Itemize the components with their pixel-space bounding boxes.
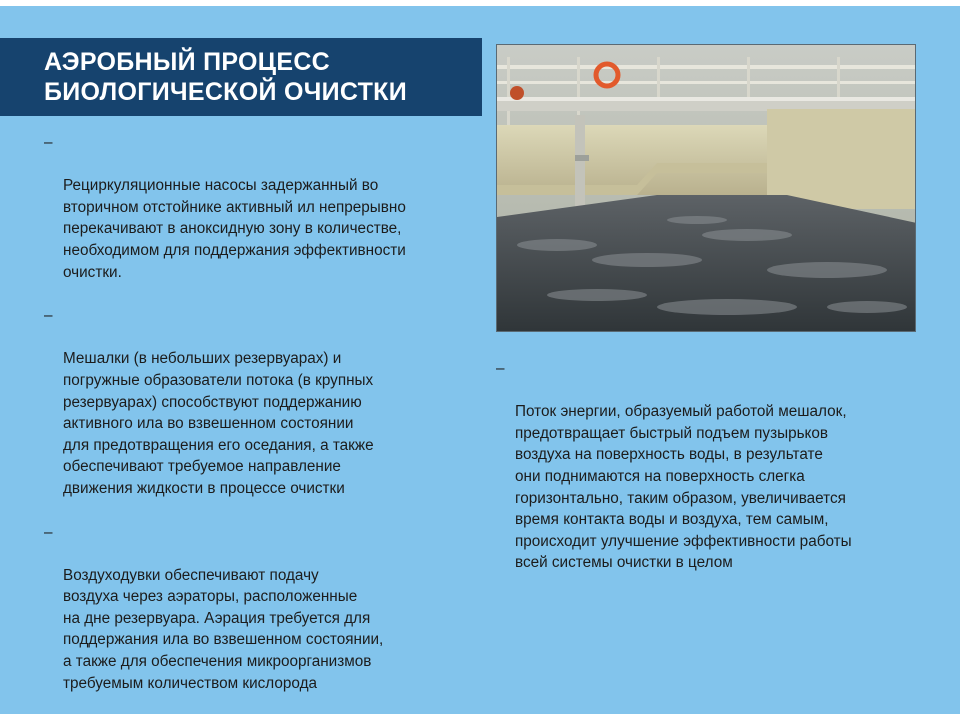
- bullet-mixers: [44, 305, 464, 499]
- slide-title: АЭРОБНЫЙ ПРОЦЕСС БИОЛОГИЧЕСКОЙ ОЧИСТКИ: [44, 48, 408, 106]
- bullet-marker: –: [44, 523, 53, 541]
- bullet-marker: –: [44, 134, 53, 151]
- right-text-column: [496, 358, 916, 596]
- bullet-blowers: [44, 522, 464, 695]
- slide: [0, 6, 960, 714]
- aeration-tank-photo: [496, 44, 916, 332]
- left-text-column: [44, 132, 464, 716]
- bullet-marker: –: [44, 307, 53, 325]
- bullet-text: Поток энергии, образуемый работой мешалок, предотвращает быстрый подъем пузырьков воздуха на поверхность воды, в результате они поднимаются на поверхность слегка горизонтально, таким образом, увеличивается время контакта воды и воздуха, тем самым, происходит улучшение эффективности работы всей системы очистки в целом: [515, 403, 852, 572]
- bullet-marker: –: [496, 360, 505, 377]
- bullet-text: Мешалки (в небольших резервуарах) и погружные образователи потока (в крупных резервуарах) способствуют поддержанию активного ила во взвешенном состоянии для предотвращения его оседания, а также обеспечивают требуемое направление движения жидкости в процессе очистки: [63, 350, 374, 497]
- bullet-energy-flow: [496, 358, 916, 574]
- bullet-text: Рециркуляционные насосы задержанный во вторичном отстойнике активный ил непрерывно перекачивают в аноксидную зону в количестве, необходимом для поддержания эффективности очистки.: [63, 177, 406, 281]
- aeration-tank-photo-icon: [497, 45, 916, 332]
- bullet-recirculation-pumps: [44, 132, 464, 283]
- bullet-text: Воздуходувки обеспечивают подачу воздуха через аэраторы, расположенные на дне резервуара. Аэрация требуется для поддержания ила во взвешенном состоянии, а также для обеспечения микроорганизмов требуемым количеством кислорода: [63, 566, 384, 692]
